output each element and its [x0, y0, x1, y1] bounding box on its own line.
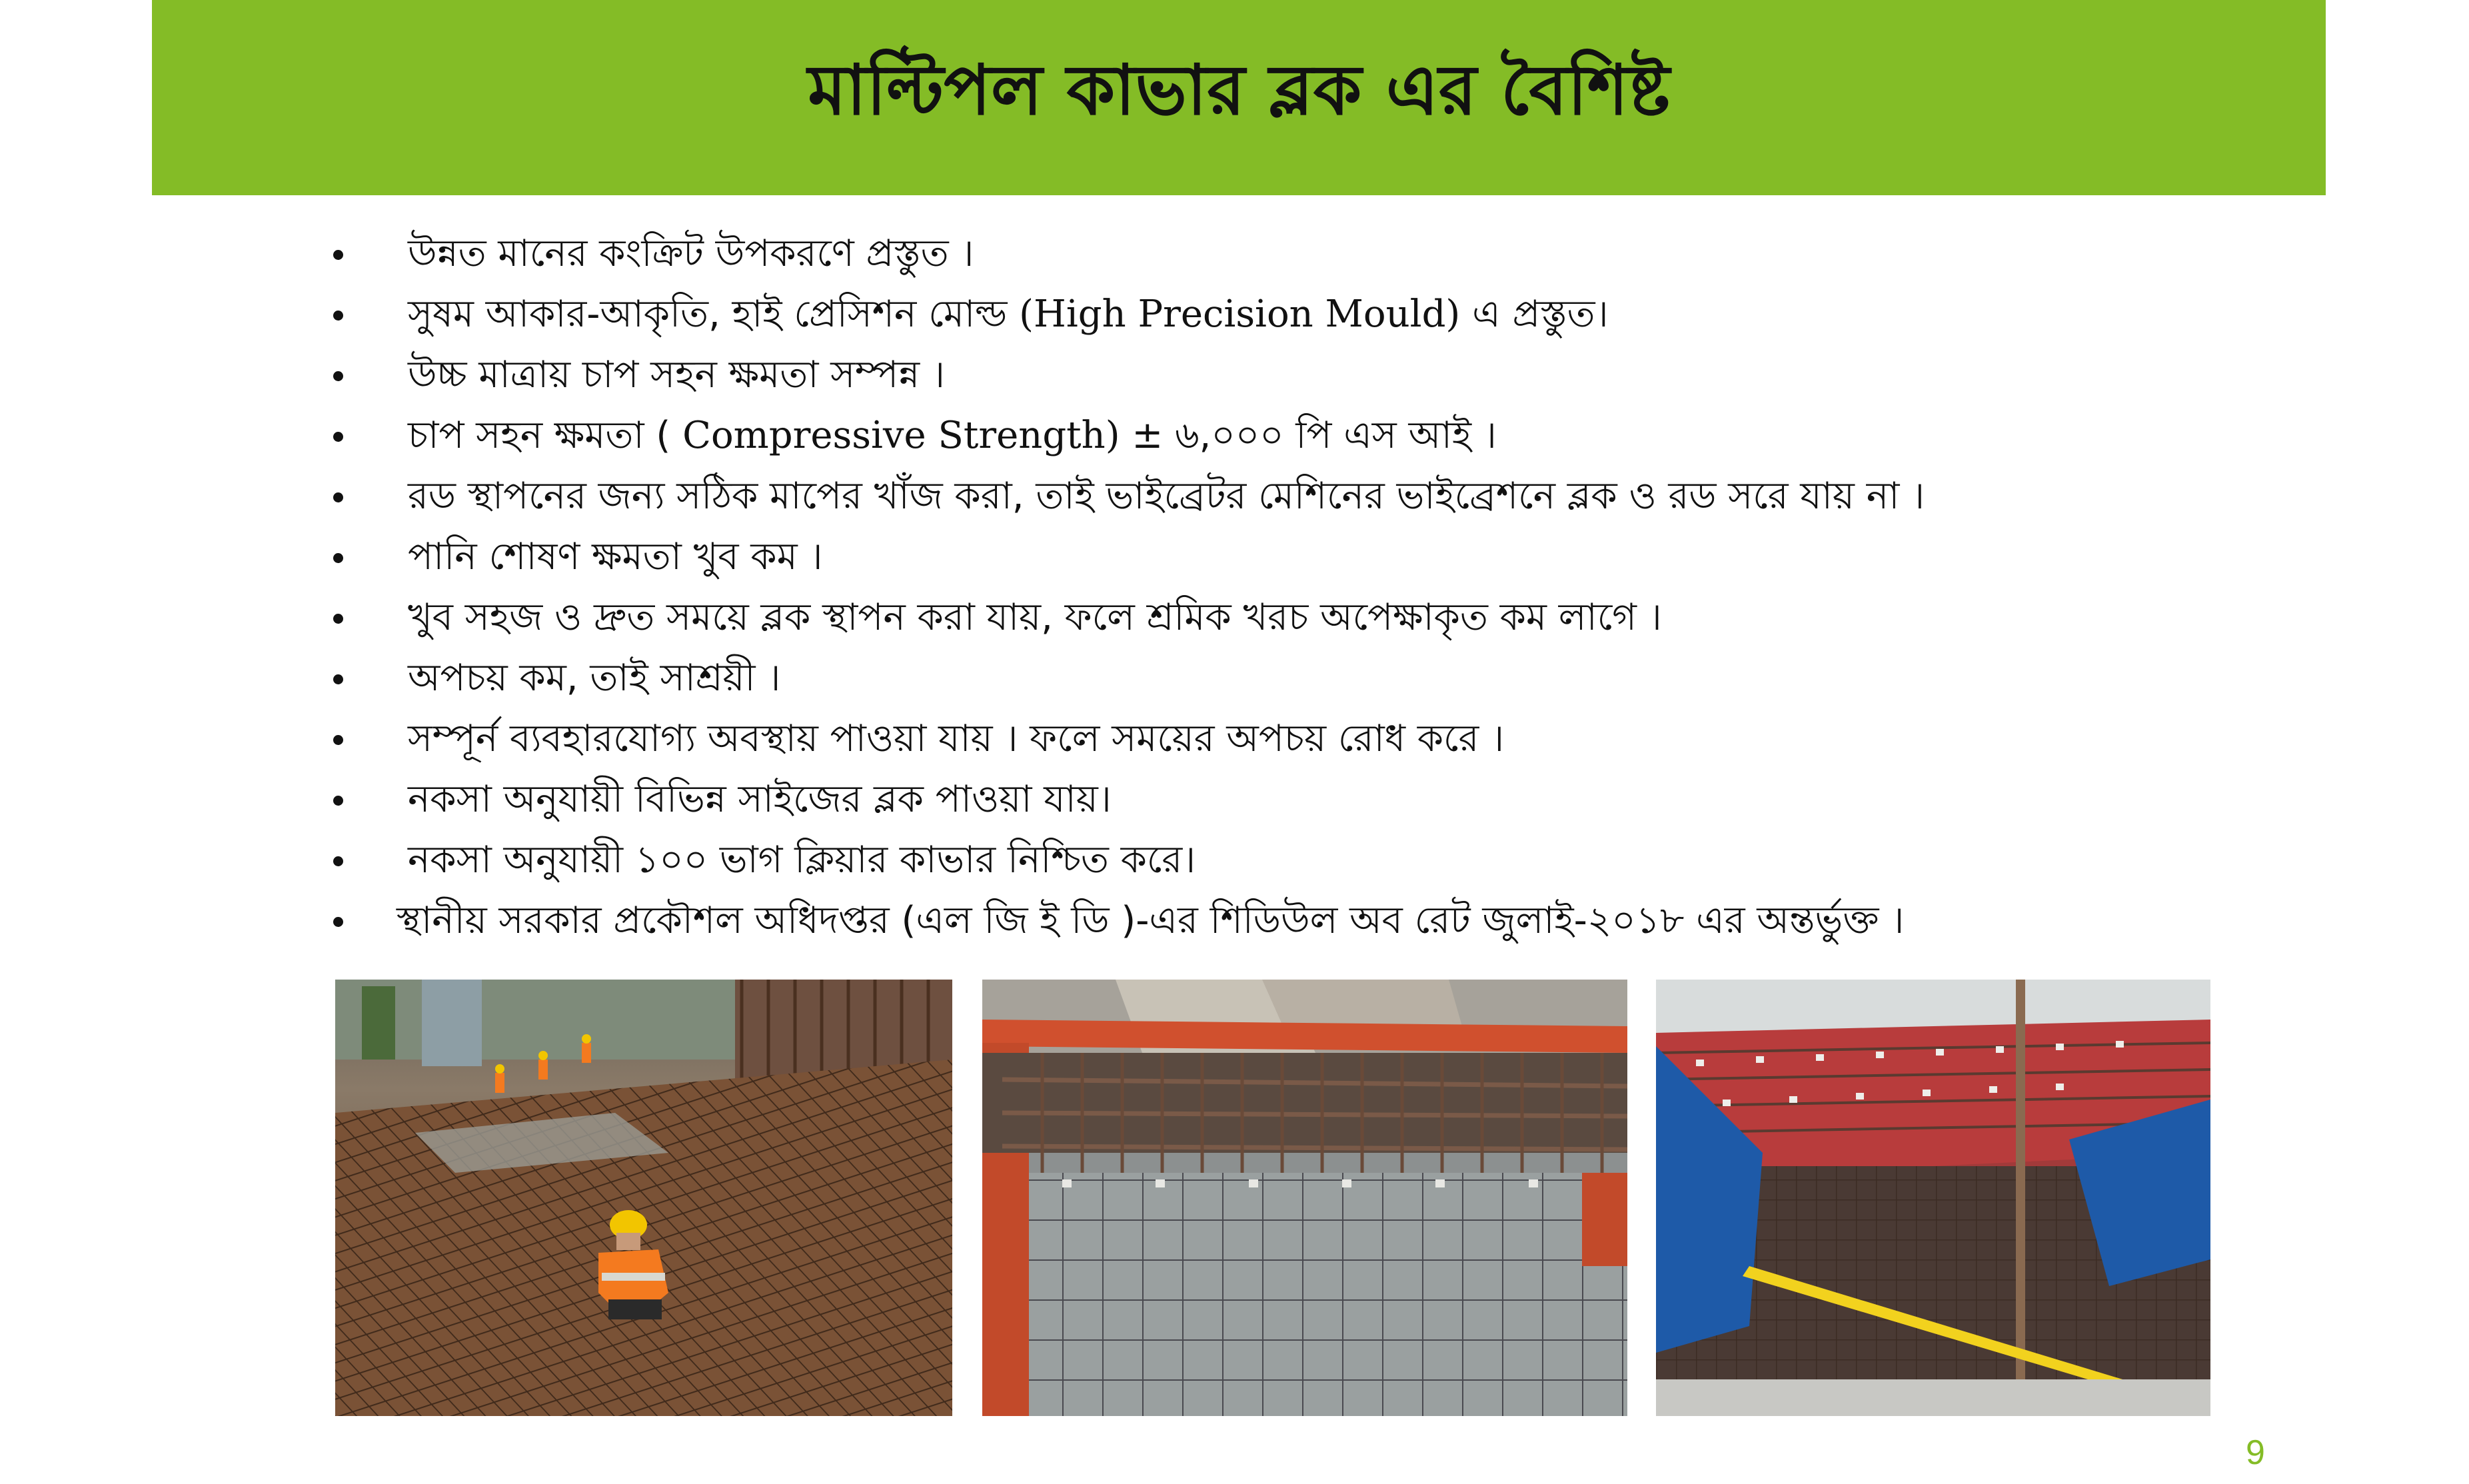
bullet-icon — [333, 856, 343, 866]
list-item-latin-text: Compressive Strength) — [682, 414, 1120, 457]
list-item-text: রড স্থাপনের জন্য সঠিক মাপের খাঁজ করা, তাই ভাইব্রেটর মেশিনের ভাইব্রেশনে ব্লক ও রড সরে যায় না । — [408, 474, 1925, 518]
slide-title: মাল্টিপল কাভার ব্লক এর বৈশিষ্ট — [808, 49, 1670, 131]
list-item-text — [408, 405, 1497, 466]
list-item-text-part: এ প্রস্তুত। — [1460, 293, 1609, 336]
list-item-text: নকসা অনুযায়ী ১০০ ভাগ ক্লিয়ার কাভার নিশ্চিত করে। — [408, 838, 1196, 882]
list-item-latin-text: (High Precision Mould) — [1019, 293, 1461, 336]
list-item-text: নকসা অনুযায়ী বিভিন্ন সাইজের ব্লক পাওয়া যায়। — [408, 778, 1112, 821]
list-item — [333, 405, 2332, 466]
list-item — [333, 345, 2332, 405]
bullet-icon — [333, 917, 343, 927]
list-item-text — [408, 284, 1609, 345]
list-item-text: খুব সহজ ও দ্রুত সময়ে ব্লক স্থাপন করা যায়, ফলে শ্রমিক খরচ অপেক্ষাকৃত কম লাগে । — [408, 596, 1662, 639]
construction-photo-rebar-under-slab-formwork-icon — [1656, 980, 2210, 1416]
list-item — [333, 648, 2332, 708]
list-item — [333, 284, 2332, 345]
list-item-text: অপচয় কম, তাই সাশ্রয়ী । — [408, 656, 781, 700]
list-item-text: উন্নত মানের কংক্রিট উপকরণে প্রস্তুত । — [408, 232, 974, 275]
bullet-icon — [333, 492, 343, 502]
list-item-text-part: চাপ সহন ক্ষমতা ( — [408, 414, 683, 457]
list-item — [333, 223, 2332, 284]
list-item-text-part: ± ৬,০০০ পি এস আই । — [1120, 414, 1497, 457]
list-item-text: স্থানীয় সরকার প্রকৌশল অধিদপ্তর (এল জি ই ডি )-এর শিডিউল অব রেট জুলাই-২০১৮ এর অন্তর্ভুক্ত । — [397, 899, 1905, 942]
list-item-text-part: সুষম আকার-আকৃতি, হাই প্রেসিশন মোল্ড — [408, 293, 1020, 336]
construction-photo-rebar-cage-in-formwork-icon — [982, 980, 1627, 1416]
bullet-icon — [333, 614, 343, 624]
list-item — [333, 526, 2332, 587]
page-number: 9 — [2246, 1433, 2265, 1472]
list-item-text: পানি শোষণ ক্ষমতা খুব কম । — [408, 535, 823, 578]
bullet-icon — [333, 553, 343, 563]
list-item — [333, 708, 2332, 769]
bullet-icon — [333, 250, 343, 260]
list-item — [333, 890, 2332, 951]
bullet-icon — [333, 371, 343, 381]
bullet-icon — [333, 432, 343, 442]
list-item — [333, 466, 2332, 526]
list-item — [333, 587, 2332, 648]
bullet-icon — [333, 674, 343, 684]
bullet-icon — [333, 311, 343, 321]
feature-list — [333, 223, 2332, 951]
bullet-icon — [333, 735, 343, 745]
construction-photo-worker-on-rebar-mesh-icon — [335, 980, 952, 1416]
title-banner — [152, 0, 2326, 195]
list-item — [333, 769, 2332, 830]
list-item-text: সম্পূর্ন ব্যবহারযোগ্য অবস্থায় পাওয়া যায় । ফলে সময়ের অপচয় রোধ করে । — [408, 717, 1505, 760]
list-item — [333, 830, 2332, 890]
list-item-text: উচ্চ মাত্রায় চাপ সহন ক্ষমতা সম্পন্ন । — [408, 353, 945, 396]
bullet-icon — [333, 796, 343, 806]
